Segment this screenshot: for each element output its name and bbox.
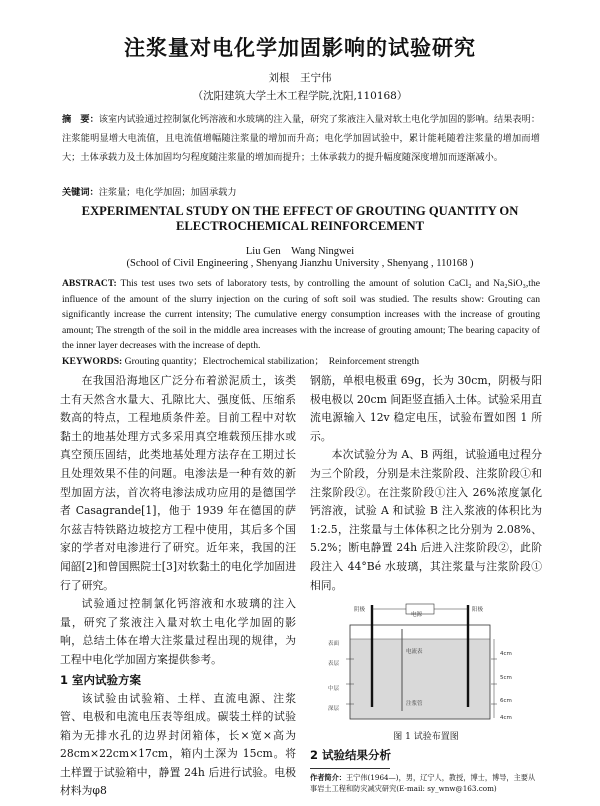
anode-label: 阳极 bbox=[472, 607, 484, 614]
intro-paragraph-1: 在我国沿海地区广泛分布着淤泥质土，该类土有天然含水量大、孔隙比大、强度低、压缩系数高的特点，工程地质条件差。目前工程中对软黏土的地基处理方式多采用真空堆载预压排水或真空预压固结，此类地基处理方法存在工期过长且处理效果不佳的问题。电渗法是一种有效的新型加固方法，首次将电渗法成功应用的是德国学者 Casagrande[1]，他于 1939 年在德国的萨尔兹吉特铁路边坡挖方工程中使用，其后多个国家的学者对电渗进行了研究。近年来，我国的汪闻韶[2]和曾国熙院士[3]对软黏土的电化学加固进行了研究。 bbox=[60, 374, 296, 592]
affiliation-en: (School of Civil Engineering , Shenyang Jianzhu University , Shenyang , 110168 ) bbox=[126, 258, 474, 269]
dim2-label: 5cm bbox=[500, 675, 512, 682]
keywords-en bbox=[62, 353, 540, 367]
surface-label: 表面 bbox=[328, 641, 340, 648]
keywords-cn-label: 关键词： bbox=[62, 187, 99, 198]
dim3-label: 6cm bbox=[500, 698, 512, 705]
figure-1 bbox=[310, 599, 542, 743]
abstract-en bbox=[62, 276, 540, 354]
body-right-column bbox=[310, 372, 542, 765]
method-paragraph-1: 该试验由试验箱、土样、直流电源、注浆管、电极和电流电压表等组成。碳装土样的试验箱为无排水孔的边界封闭箱体，长×宽×高为 28cm×22cm×17cm，箱内土深为 15cm。将土样置于试验箱中，静置 24h 后进行试验。电极材料为φ8 bbox=[60, 691, 296, 798]
footnote-label: 作者简介： bbox=[310, 773, 346, 782]
abstract-cn-label: 摘 要： bbox=[62, 114, 99, 125]
ammeter-label: 电流表 bbox=[406, 649, 423, 656]
paper-title: 注浆量对电化学加固影响的试验研究 bbox=[124, 36, 476, 60]
method-paragraph-2: 钢筋，单根电极重 69g，长为 30cm，阴极与阳极电极以 20cm 间距竖直插入土体。试验采用直流电源输入 12v 稳定电压，试验布置如图 1 所示。 bbox=[310, 374, 542, 443]
abstract-cn-text: 该室内试验通过控制氯化钙溶液和水玻璃的注入量，研究了浆液注入量对软土电化学加固的影响。结果表明：注浆能明显增大电流值，且电流值增幅随注浆量的增加而升高；电化学加固试验中，累计能耗随着注浆量的增加而增大；土体承载力及土体加固均匀程度随注浆量的增加而提升；土体承载力的提升幅度随深度增加而逐渐减小。 bbox=[62, 114, 541, 163]
authors-en: Liu Gen Wang Ningwei bbox=[245, 246, 355, 257]
intro-paragraph-2: 试验通过控制氯化钙溶液和水玻璃的注入量，研究了浆液注入量对软土电化学加固的影响，总结土体在增大注浆量过程出现的规律，为工程中电化学加固方案提供参考。 bbox=[60, 597, 296, 666]
keywords-cn bbox=[62, 184, 540, 198]
layer2-label: 中层 bbox=[328, 686, 340, 693]
power-label: 电源 bbox=[411, 612, 423, 619]
dim4-label: 4cm bbox=[500, 715, 512, 722]
layer3-label: 深层 bbox=[328, 706, 340, 713]
abstract-cn bbox=[62, 110, 540, 167]
dim1-label: 4cm bbox=[500, 651, 512, 658]
footnote-text: 王宁伟(1964—)，男，辽宁人，教授，博士，博导，主要从事岩土工程和防灾减灾研究(E-mail: sy_wnw@163.com) bbox=[310, 773, 536, 793]
figure-caption: 图 1 试验布置图 bbox=[393, 732, 459, 743]
authors-cn: 刘根 王宁伟 bbox=[268, 72, 332, 84]
layer1-label: 表层 bbox=[328, 661, 340, 668]
keywords-cn-text: 注浆量；电化学加固；加固承载力 bbox=[98, 187, 237, 198]
body-left-column bbox=[60, 372, 296, 801]
footnote bbox=[310, 772, 542, 794]
section-heading-1: 1 室内试验方案 bbox=[60, 672, 142, 687]
footnote-rule bbox=[310, 768, 390, 769]
keywords-en-text: Grouting quantity；Electrochemical stabilization； Reinforcement strength bbox=[124, 356, 420, 367]
affiliation-cn: （沈阳建筑大学土木工程学院,沈阳,110168） bbox=[192, 90, 408, 102]
section-heading-2: 2 试验结果分析 bbox=[310, 748, 392, 763]
grout-pipe-label: 注浆管 bbox=[406, 701, 423, 708]
abstract-en-label: ABSTRACT: bbox=[62, 278, 117, 289]
cathode-label: 阴极 bbox=[354, 607, 366, 614]
abstract-en-text: This test uses two sets of laboratory tests, by controlling the amount of solution CaCl₂ and Na₂SiO₃,the influence of the amount of the slurry injection on the curing of soft soil was studied. The results show: Grouting can significantly increase the current intensity; The cumulative energy consumption increases with the increase of grouting amount; The strength of the soil in the middle area increases with the increase of grouting amount; The bearing capacity of the inner layer decreases with the increase of depth. bbox=[62, 278, 540, 352]
method-paragraph-3: 本次试验分为 A、B 两组，试验通电过程分为三个阶段，分别是未注浆阶段、注浆阶段①和注浆阶段②。在注浆阶段①注入 26%浓度氯化钙溶液，试验 A 和试验 B 注入浆液的体积比为 1:2.5，注浆量与土体体积之比分别为 2.08%、5.2%；断电静置 24h 后进入注浆阶段②，此阶段注入 44°Bé 水玻璃，其注浆量与注浆阶段①相同。 bbox=[310, 448, 542, 592]
title-en: EXPERIMENTAL STUDY ON THE EFFECT OF GROUTING QUANTITY ON ELECTROCHEMICAL REINFORCEMENT bbox=[81, 204, 519, 233]
keywords-en-label: KEYWORDS: bbox=[62, 356, 123, 367]
